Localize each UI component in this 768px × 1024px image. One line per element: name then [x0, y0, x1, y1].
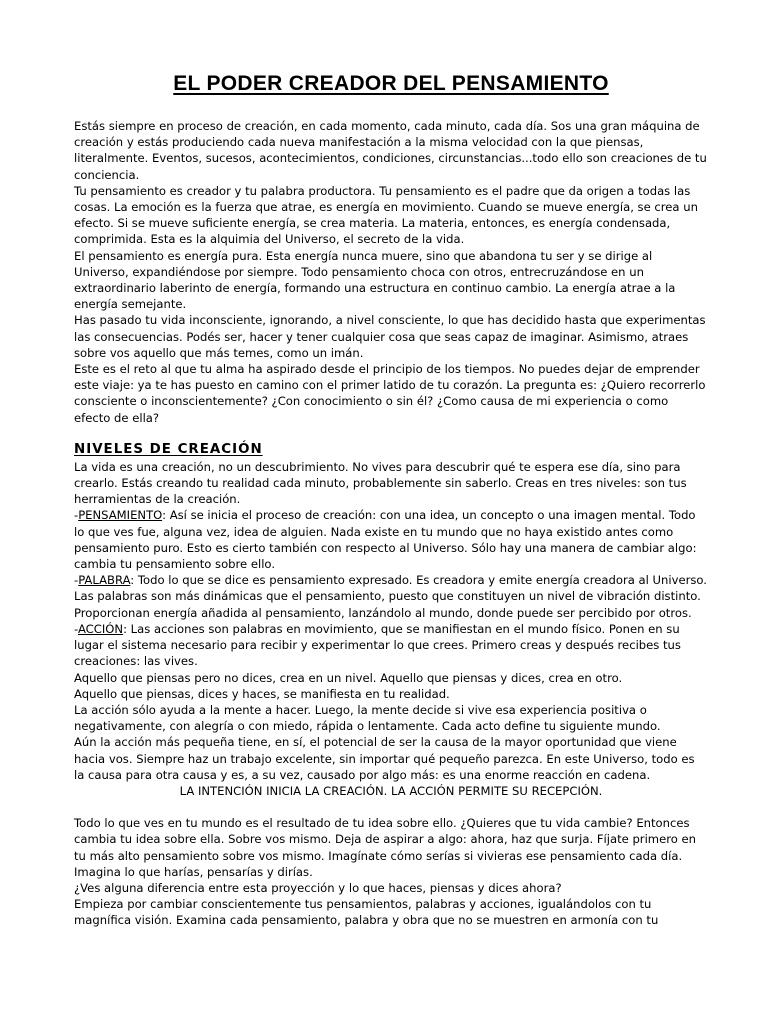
level-pensamiento: [74, 507, 708, 572]
level-palabra: [74, 572, 708, 621]
closing-paragraph-2: ¿Ves alguna diferencia entre esta proyección y lo que haces, piensas y dices ahora?: [74, 880, 562, 895]
level-prefix: -: [74, 573, 79, 588]
document-title: EL PODER CREADOR DEL PENSAMIENTO: [173, 72, 609, 95]
level-term: PENSAMIENTO: [78, 508, 163, 523]
level-term: ACCIÓN: [77, 621, 124, 636]
level-prefix: -: [74, 508, 79, 523]
body-paragraph-4: Aún la acción más pequeña tiene, en sí, el potencial de ser la causa de la mayor oportunidad que viene hacia vos. Siempre haz un trabajo excelente, sin importar qué pequeño parezca. En este Universo, todo es la causa para otra causa y es, a su vez, causado por algo más: es una enorme reacción en cadena.: [74, 735, 695, 782]
level-prefix: -: [74, 621, 78, 636]
closing-paragraph-3: Empieza por cambiar conscientemente tus pensamientos, palabras y acciones, igualándolos con tu magnífica visión. Examina cada pensamiento, palabra y obra que no se muestren en armonía con tu: [74, 897, 659, 928]
level-text: : Todo lo que se dice es pensamiento expresado. Es creadora y emite energía creadora al Universo. Las palabras son más dinámicas que el pensamiento, puesto que constituyen un nivel de vibración distinto. Proporcionan energía añadida al pensamiento, lanzándolo al mundo, donde puede ser percibido por otros.: [74, 573, 707, 620]
intro-paragraph-2: Tu pensamiento es creador y tu palabra productora. Tu pensamiento es el padre que da origen a todas las cosas. La emoción es la fuerza que atrae, es energía en movimiento. Cuando se mueve energía, se crea un efecto. Si se mueve suficiente energía, se crea materia. La materia, entonces, es energía condensada, comprimida. Esta es la alquimia del Universo, el secreto de la vida.: [74, 183, 698, 247]
closing-paragraph-1: Todo lo que ves en tu mundo es el resultado de tu idea sobre ello. ¿Quieres que tu vida cambie? Entonces cambia tu idea sobre ella. Sobre vos mismo. Deja de aspirar a algo: ahora, haz que surja. Fíjate primero en tu más alto pensamiento sobre vos mismo. Imagínate cómo serías si vivieras ese pensamiento cada día. Imagina lo que harías, pensarías y dirías.: [74, 816, 696, 879]
level-text: : Las acciones son palabras en movimiento, que se manifiestan en el mundo físico. Ponen en su lugar el sistema necesario para recibir y experimentar lo que crees. Primero creas y después recibes tus creaciones: las vives.: [74, 621, 681, 669]
level-accion: [74, 621, 708, 670]
centered-statement: LA INTENCIÓN INICIA LA CREACIÓN. LA ACCIÓN PERMITE SU RECEPCIÓN.: [179, 783, 603, 798]
intro-paragraph-3: El pensamiento es energía pura. Esta energía nunca muere, sino que abandona tu ser y se dirige al Universo, expandiéndose por siempre. Todo pensamiento choca con otros, entrecruzándose en un extraordinario laberinto de energía, formando una estructura en continuo cambio. La energía atrae a la energía semejante.: [74, 248, 676, 312]
level-term: PALABRA: [78, 573, 131, 588]
section-heading: NIVELES DE CREACIÓN: [74, 441, 263, 457]
intro-paragraph-1: Estás siempre en proceso de creación, en cada momento, cada minuto, cada día. Sos una gran máquina de creación y estás produciendo cada nueva manifestación a la misma velocidad con la que piensas, literalmente. Eventos, sucesos, acontecimientos, condiciones, circunstancias...todo ello son creaciones de tu conciencia.: [74, 119, 707, 182]
intro-paragraph-4: Has pasado tu vida inconsciente, ignorando, a nivel consciente, lo que has decidido hasta que experimentas las consecuencias. Podés ser, hacer y tener cualquier cosa que seas capaz de imaginar. Asimismo, atraes sobre vos aquello que más temes, como un imán.: [74, 313, 706, 360]
intro-paragraph-5: Este es el reto al que tu alma ha aspirado desde el principio de los tiempos. No puedes dejar de emprender este viaje: ya te has puesto en camino con el primer latido de tu corazón. La pregunta es: ¿Quiero recorrerlo consciente o inconscientemente? ¿Con conocimiento o sin él? ¿Como causa de mi experiencia o como efecto de ella?: [74, 362, 706, 425]
body-paragraph-3: La acción sólo ayuda a la mente a hacer. Luego, la mente decide si vive esa experiencia positiva o negativamente, con alegría o con miedo, rápida o lentamente. Cada acto define tu siguiente mundo.: [74, 702, 661, 734]
body-paragraph-1: Aquello que piensas pero no dices, crea en un nivel. Aquello que piensas y dices, crea en otro.: [74, 670, 623, 685]
body-paragraph-2: Aquello que piensas, dices y haces, se manifiesta en tu realidad.: [74, 686, 450, 701]
level-text: : Así se inicia el proceso de creación: con una idea, un concepto o una imagen mental. Todo lo que ves fue, alguna vez, idea de alguien. Nada existe en tu mundo que no haya existido antes como pensamiento puro. Esto es cierto también con respecto al Universo. Sólo hay una manera de cambiar algo: cambia tu pensamiento sobre ello.: [74, 508, 697, 572]
section-lead: La vida es una creación, no un descubrimiento. No vives para descubrir qué te espera ese día, sino para crearlo. Estás creando tu realidad cada minuto, probablemente sin saberlo. Creas en tres niveles: son tus herramientas de la creación.: [74, 459, 687, 507]
